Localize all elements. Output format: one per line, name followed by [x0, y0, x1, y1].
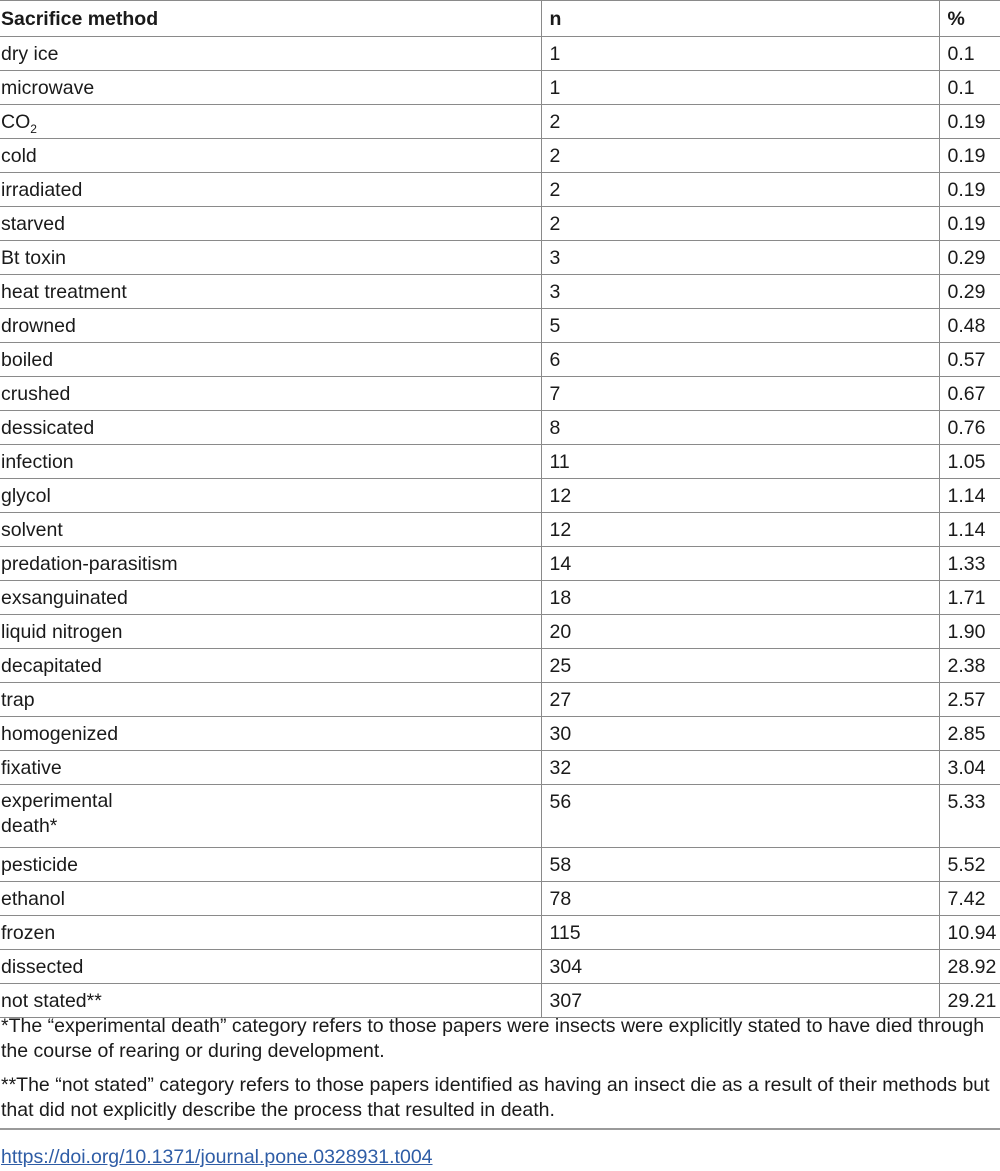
table-row [0, 207, 1000, 241]
cell-n: 12 [541, 513, 939, 547]
table-row [0, 71, 1000, 105]
table-row [0, 343, 1000, 377]
table-row [0, 984, 1000, 1018]
cell-n: 2 [541, 207, 939, 241]
table-row [0, 411, 1000, 445]
cell-method: not stated** [0, 984, 541, 1018]
cell-percent: 2.57 [939, 683, 1000, 717]
table-row [0, 547, 1000, 581]
column-header-method: Sacrifice method [0, 1, 541, 37]
table-row [0, 513, 1000, 547]
cell-n: 32 [541, 751, 939, 785]
table-row [0, 751, 1000, 785]
cell-percent: 1.71 [939, 581, 1000, 615]
cell-n: 1 [541, 37, 939, 71]
table-row [0, 445, 1000, 479]
cell-n: 5 [541, 309, 939, 343]
cell-n: 7 [541, 377, 939, 411]
table-row [0, 105, 1000, 139]
footnote-experimental-death: *The “experimental death” category refers to those papers were insects were explicitly stated to have died through the course of rearing or during development. [1, 1015, 985, 1062]
table-row [0, 649, 1000, 683]
cell-percent: 5.52 [939, 848, 1000, 882]
cell-n: 30 [541, 717, 939, 751]
cell-method: irradiated [0, 173, 541, 207]
cell-method: dissected [0, 950, 541, 984]
cell-method: infection [0, 445, 541, 479]
cell-percent: 5.33 [939, 785, 1000, 848]
cell-percent: 1.14 [939, 513, 1000, 547]
cell-n: 6 [541, 343, 939, 377]
cell-method: pesticide [0, 848, 541, 882]
cell-method: homogenized [0, 717, 541, 751]
column-header-percent: % [939, 1, 1000, 37]
cell-method: crushed [0, 377, 541, 411]
cell-method: ethanol [0, 882, 541, 916]
cell-n: 8 [541, 411, 939, 445]
cell-n: 18 [541, 581, 939, 615]
cell-percent: 7.42 [939, 882, 1000, 916]
table-row [0, 882, 1000, 916]
cell-n: 27 [541, 683, 939, 717]
table-row [0, 615, 1000, 649]
cell-method: liquid nitrogen [0, 615, 541, 649]
cell-percent: 0.19 [939, 105, 1000, 139]
cell-n: 78 [541, 882, 939, 916]
table-row [0, 717, 1000, 751]
cell-method: frozen [0, 916, 541, 950]
cell-percent: 10.94 [939, 916, 1000, 950]
footnote-not-stated: **The “not stated” category refers to those papers identified as having an insect die as a result of their methods but that did not explicitly describe the process that resulted in death. [1, 1074, 990, 1121]
table-row [0, 139, 1000, 173]
table-body [0, 37, 1000, 1018]
cell-method: solvent [0, 513, 541, 547]
cell-percent: 0.29 [939, 275, 1000, 309]
table-row [0, 309, 1000, 343]
cell-n: 304 [541, 950, 939, 984]
cell-percent: 0.1 [939, 37, 1000, 71]
cell-n: 2 [541, 105, 939, 139]
cell-percent: 0.76 [939, 411, 1000, 445]
table-row [0, 848, 1000, 882]
table-row [0, 377, 1000, 411]
table-row [0, 916, 1000, 950]
cell-method: fixative [0, 751, 541, 785]
cell-percent: 1.05 [939, 445, 1000, 479]
cell-n: 58 [541, 848, 939, 882]
table-row [0, 785, 1000, 848]
cell-percent: 1.90 [939, 615, 1000, 649]
cell-n: 25 [541, 649, 939, 683]
cell-method: starved [0, 207, 541, 241]
cell-n: 1 [541, 71, 939, 105]
table-row [0, 581, 1000, 615]
cell-method: heat treatment [0, 275, 541, 309]
table-footnotes [0, 1014, 1000, 1132]
column-header-n: n [541, 1, 939, 37]
cell-percent: 2.38 [939, 649, 1000, 683]
cell-n: 11 [541, 445, 939, 479]
cell-percent: 0.19 [939, 207, 1000, 241]
cell-percent: 0.57 [939, 343, 1000, 377]
table-row [0, 173, 1000, 207]
cell-method: glycol [0, 479, 541, 513]
cell-percent: 0.1 [939, 71, 1000, 105]
cell-n: 14 [541, 547, 939, 581]
cell-percent: 2.85 [939, 717, 1000, 751]
cell-percent: 0.67 [939, 377, 1000, 411]
cell-method: dry ice [0, 37, 541, 71]
cell-method: exsanguinated [0, 581, 541, 615]
cell-percent: 1.14 [939, 479, 1000, 513]
cell-method: boiled [0, 343, 541, 377]
cell-method: cold [0, 139, 541, 173]
cell-percent: 0.19 [939, 139, 1000, 173]
cell-percent: 29.21 [939, 984, 1000, 1018]
table-row [0, 37, 1000, 71]
cell-percent: 0.48 [939, 309, 1000, 343]
cell-n: 307 [541, 984, 939, 1018]
cell-n: 56 [541, 785, 939, 848]
cell-n: 3 [541, 275, 939, 309]
cell-n: 2 [541, 173, 939, 207]
cell-n: 2 [541, 139, 939, 173]
cell-method: dessicated [0, 411, 541, 445]
cell-method: drowned [0, 309, 541, 343]
cell-method: trap [0, 683, 541, 717]
table-row [0, 241, 1000, 275]
cell-n: 3 [541, 241, 939, 275]
cell-n: 115 [541, 916, 939, 950]
cell-method: decapitated [0, 649, 541, 683]
cell-method: $CO_2$ [0, 105, 541, 139]
cell-n: 20 [541, 615, 939, 649]
table-header-row [0, 1, 1000, 37]
table-row [0, 950, 1000, 984]
cell-percent: 0.29 [939, 241, 1000, 275]
cell-percent: 0.19 [939, 173, 1000, 207]
cell-percent: 1.33 [939, 547, 1000, 581]
cell-percent: 28.92 [939, 950, 1000, 984]
cell-method: predation-parasitism [0, 547, 541, 581]
table-row [0, 683, 1000, 717]
cell-method: Bt toxin [0, 241, 541, 275]
cell-method: microwave [0, 71, 541, 105]
doi-link[interactable]: https://doi.org/10.1371/journal.pone.0328931.t004 [1, 1146, 433, 1168]
cell-method: experimental death* [0, 785, 541, 848]
cell-n: 12 [541, 479, 939, 513]
cell-percent: 3.04 [939, 751, 1000, 785]
table-row [0, 275, 1000, 309]
table-row [0, 479, 1000, 513]
